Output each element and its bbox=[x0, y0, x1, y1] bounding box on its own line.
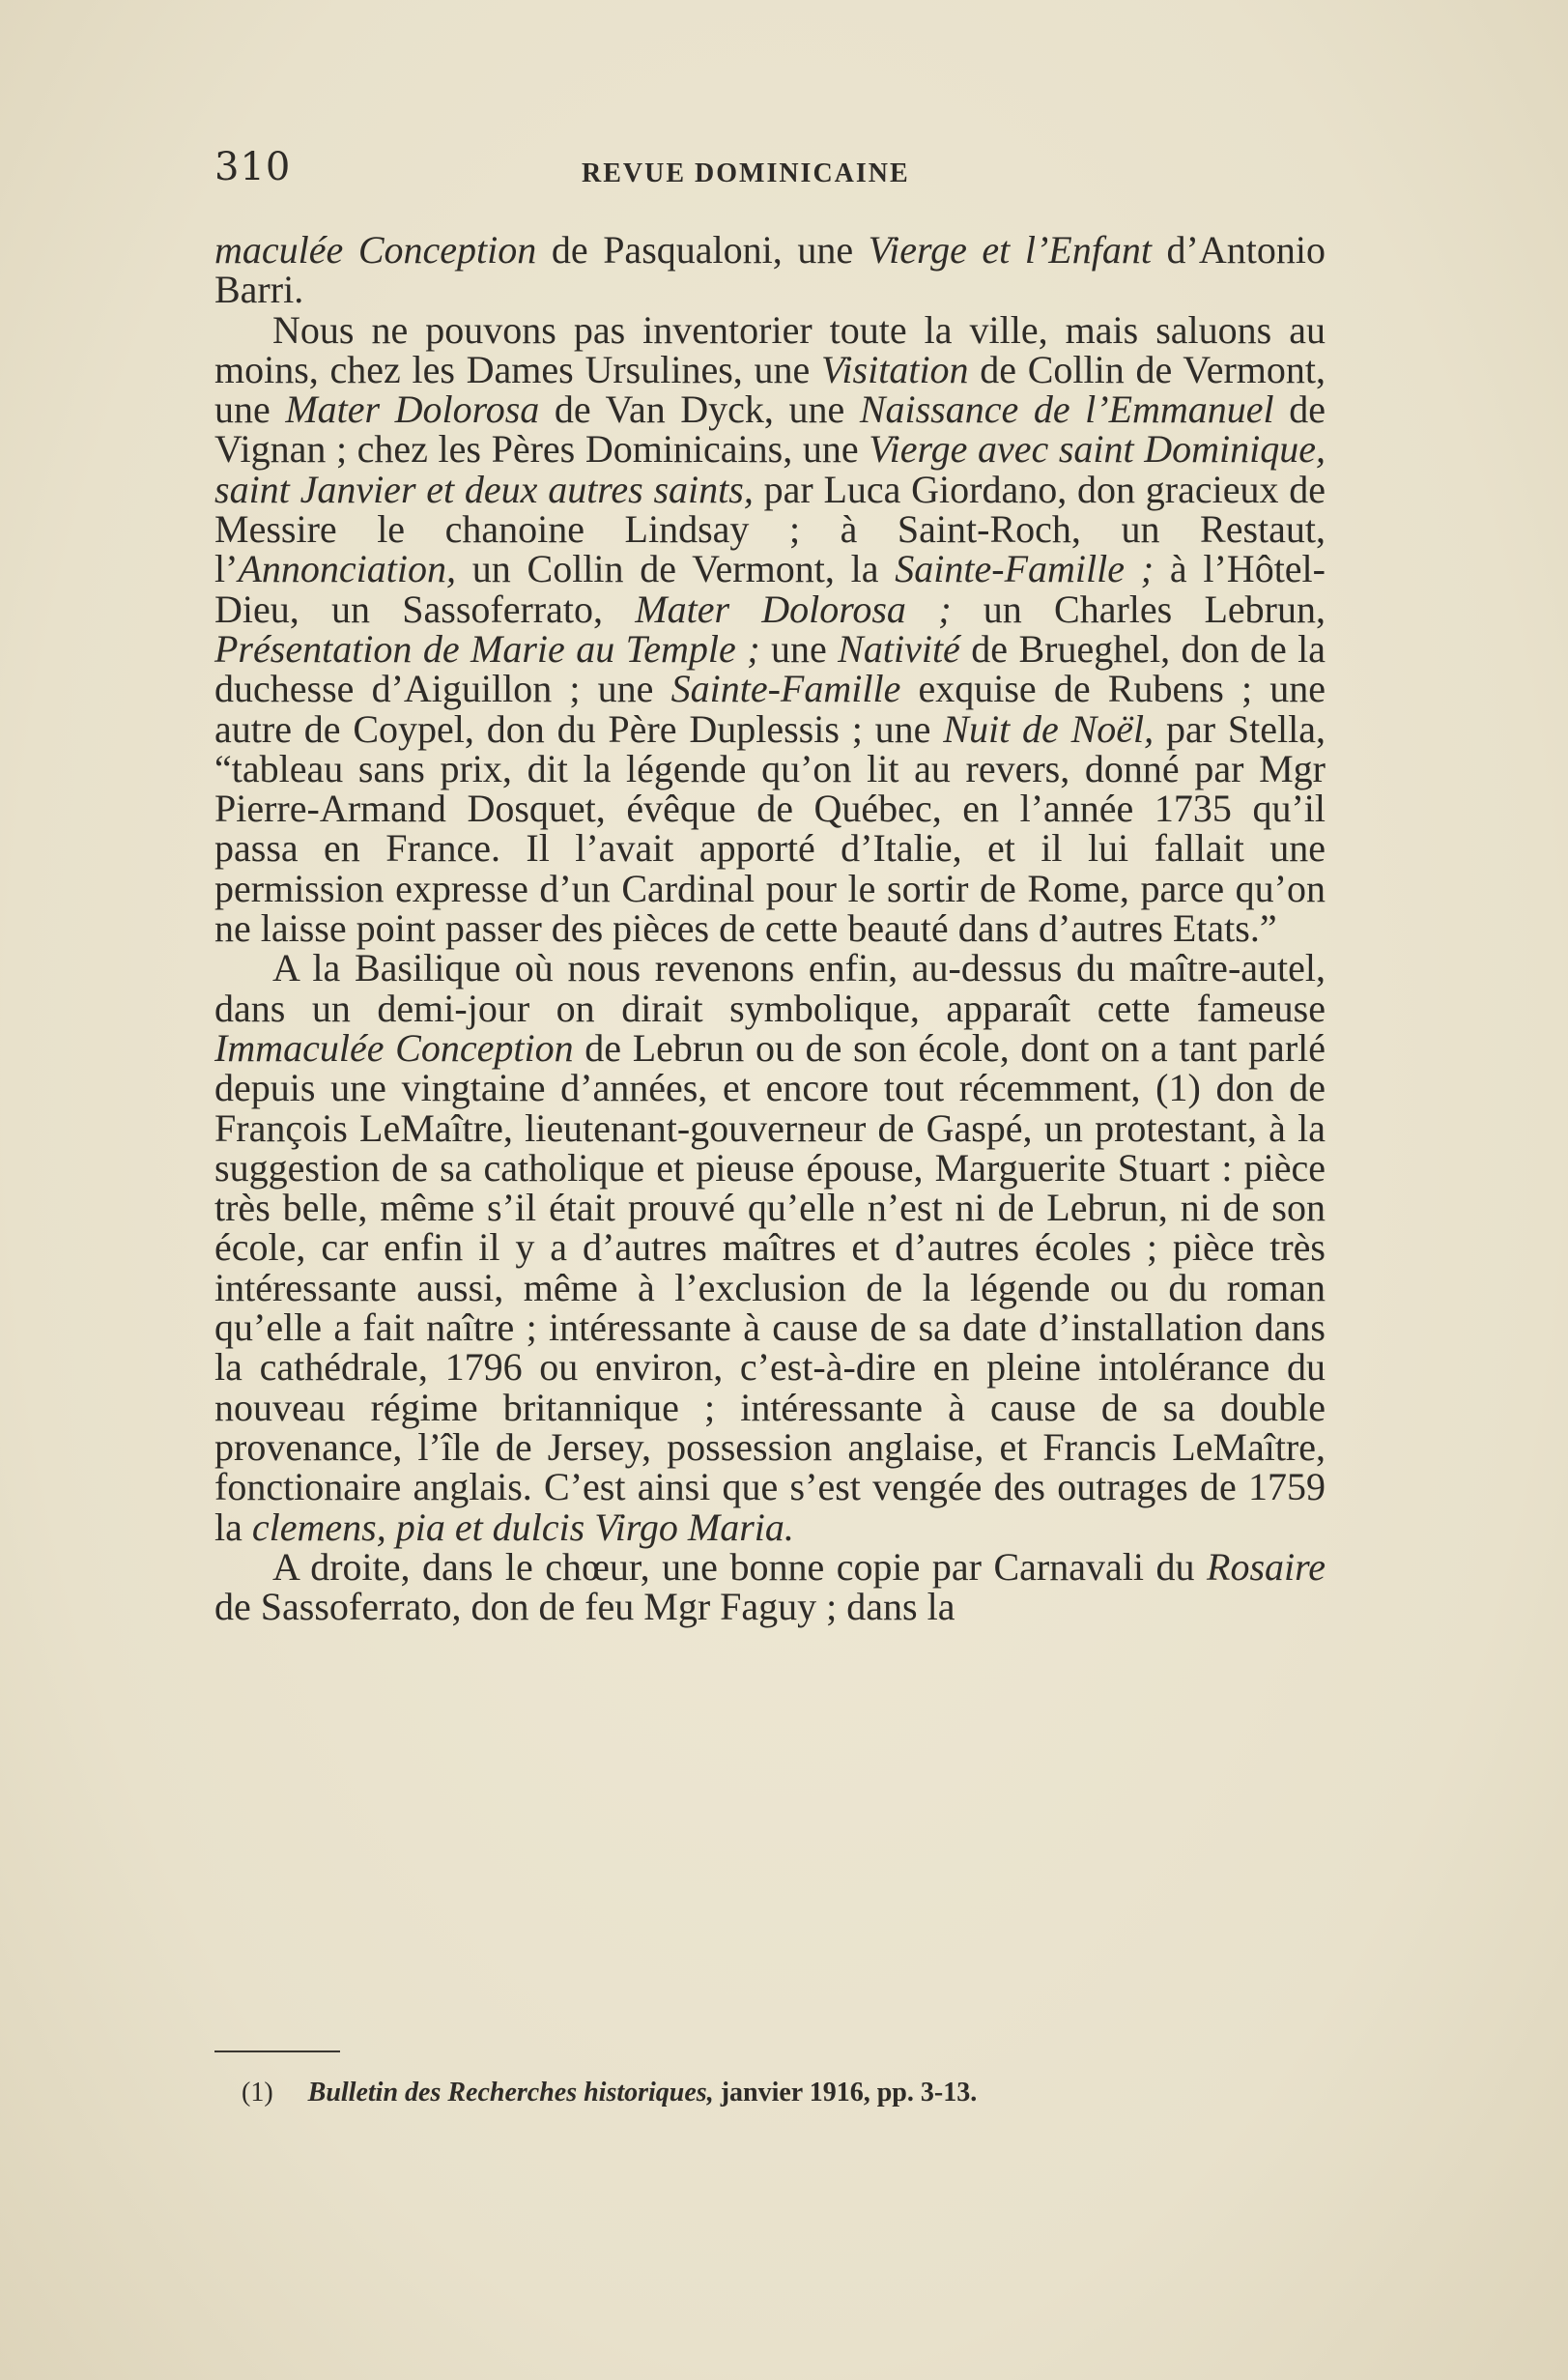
text-run: par Stella, “tableau sans prix, dit la légende qu’on lit au revers, donné par Mgr Pierre-Armand Dosquet, évêque de Québec, en l’année 1735 qu’il passa en France. Il l’avait apporté d’Italie, et il lui fallait une permission expresse d’un Cardinal pour le sortir de Rome, parce qu’on ne laisse point passer des pièces de cette beauté dans d’autres Etats.” bbox=[214, 706, 1326, 951]
text-run: de Sassoferrato, don de feu Mgr Faguy ; dans la bbox=[214, 1585, 955, 1629]
text-run: d’Antonio Barri. bbox=[214, 228, 1326, 312]
artwork-title: Sainte-Famille bbox=[670, 667, 901, 711]
page-number: 310 bbox=[214, 145, 292, 189]
paragraph-2 bbox=[214, 307, 1326, 951]
text-run: de Brueghel, don de la duchesse d’Aiguillon ; une bbox=[214, 626, 1326, 711]
artwork-title: Nuit de Noël, bbox=[943, 706, 1155, 751]
body-text bbox=[214, 228, 1326, 1629]
page-header bbox=[214, 145, 1335, 193]
text-run: exquise de Rubens ; une autre de Coypel, don du Père Duplessis ; une bbox=[214, 667, 1326, 751]
footnote-marker: (1) bbox=[242, 2078, 273, 2108]
paragraph-3 bbox=[214, 946, 1326, 1549]
artwork-title: Mater Dolorosa bbox=[285, 387, 540, 432]
running-title: REVUE DOMINICAINE bbox=[582, 158, 910, 188]
artwork-title: Vierge et l’Enfant bbox=[868, 228, 1152, 272]
artwork-title: Vierge avec saint Dominique, saint Janvier et deux autres saints, bbox=[214, 427, 1326, 511]
artwork-title: Mater Dolorosa ; bbox=[635, 587, 952, 631]
text-run: de Vignan ; chez les Pères Dominicains, une bbox=[214, 387, 1326, 472]
artwork-title: Visitation bbox=[820, 347, 969, 391]
paragraph-1 bbox=[214, 230, 1326, 310]
text-run: de Pasqualoni, une bbox=[536, 228, 869, 272]
artwork-title: Rosaire bbox=[1207, 1544, 1326, 1589]
latin-phrase: clemens, pia et dulcis Virgo Maria. bbox=[251, 1505, 794, 1549]
text-run: un Collin de Vermont, la bbox=[455, 547, 896, 591]
artwork-title: Sainte-Famille ; bbox=[895, 547, 1155, 591]
artwork-title: Présentation de Marie au Temple ; bbox=[214, 626, 760, 671]
text-run: A droite, dans le chœur, une bonne copie par Carnavali du bbox=[272, 1544, 1208, 1589]
text-run: Nous ne pouvons pas inventorier toute la ville, mais saluons au moins, chez les Dames Ursulines, une bbox=[214, 307, 1326, 391]
footnote bbox=[242, 2078, 1333, 2108]
artwork-title: Immaculée Conception bbox=[214, 1025, 574, 1070]
text-run: de Collin de Vermont, une bbox=[214, 347, 1326, 432]
footnote-source: Bulletin des Recherches historiques, bbox=[307, 2078, 714, 2108]
footnote-divider bbox=[214, 2050, 340, 2052]
text-run: de Lebrun ou de son école, dont on a tant parlé depuis une vingtaine d’années, et encore tout récemment, (1) don de François LeMaître, lieutenant-gouverneur de Gaspé, un protestant, à la suggestion de sa catholique et pieuse épouse, Marguerite Stuart : pièce très belle, même s’il était prouvé qu’elle n’est ni de Lebrun, ni de son école, car enfin il y a d’autres maîtres et d’autres écoles ; pièce très intéressante aussi, même à l’exclusion de la légende ou du roman qu’elle a fait naître ; intéressante à cause de sa date d’installation dans la cathédrale, 1796 ou environ, c’est-à-dire en pleine intolérance du nouveau régime britannique ; intéressante à cause de sa double provenance, l’île de Jersey, possession anglaise, et Francis LeMaître, fonctionaire anglais. C’est ainsi que s’est vengée des outrages de 1759 la bbox=[214, 1025, 1326, 1549]
text-run: par Luca Giordano, don gracieux de Messire le chanoine Lindsay ; à Saint-Roch, un Restaut, l’ bbox=[214, 467, 1326, 591]
paragraph-4 bbox=[214, 1544, 1326, 1629]
text-run: A la Basilique où nous revenons enfin, au-dessus du maître-autel, dans un demi-jour on dirait symbolique, apparaît cette fameuse bbox=[214, 946, 1326, 1030]
text-run: à l’Hôtel-Dieu, un Sassoferrato, bbox=[214, 547, 1326, 631]
footnote-reference: janvier 1916, pp. 3-13. bbox=[713, 2078, 978, 2108]
text-run: un Charles Lebrun, bbox=[951, 587, 1326, 631]
text-run: de Van Dyck, une bbox=[539, 387, 860, 432]
artwork-title: Naissance de l’Emmanuel bbox=[859, 387, 1274, 432]
artwork-title: maculée Conception bbox=[214, 228, 537, 272]
artwork-title: Annonciation, bbox=[238, 547, 456, 591]
artwork-title: Nativité bbox=[838, 626, 960, 671]
text-run: une bbox=[759, 626, 839, 671]
